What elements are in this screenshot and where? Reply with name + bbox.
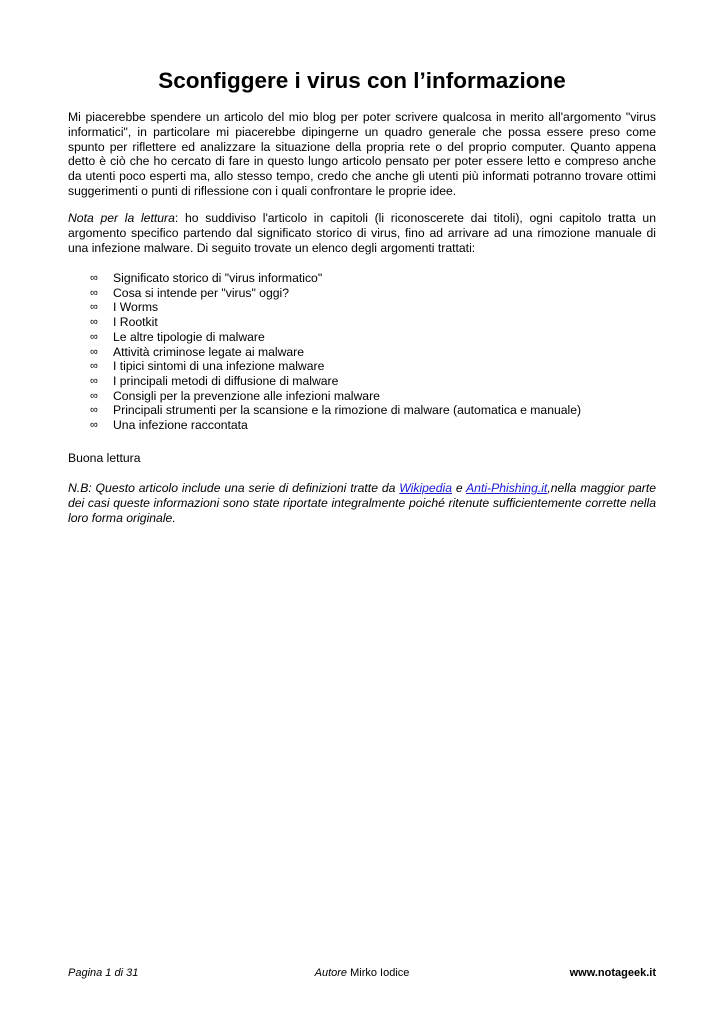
- site-url: www.notageek.it: [569, 967, 656, 979]
- intro-paragraph: Mi piacerebbe spendere un articolo del mio blog per poter scrivere qualcosa in merito all'argomento "virus informatici", in particolare mi piacerebbe dipingerne un quadro generale che possa essere preso come spunto per riflettere ed analizzare la situazione della propria rete o del proprio computer. Quanto appena detto è ciò che ho cercato di fare in questo lungo articolo pensato per poter essere letto e compreso anche da utenti poco esperti ma, allo stesso tempo, credo che anche gli utenti più informati potranno trovare ottimi suggerimenti o punti di riflessione con i quali confrontare le proprie idee.: [68, 110, 656, 198]
- topic-list-item: [90, 359, 581, 374]
- topic-label: Significato storico di "virus informatico": [113, 271, 323, 285]
- topic-list-item: [90, 389, 581, 404]
- reading-note-paragraph: [68, 211, 656, 255]
- topic-list-item: [90, 374, 581, 389]
- topic-label: Principali strumenti per la scansione e la rimozione di malware (automatica e manuale): [113, 403, 582, 418]
- author-name: Mirko Iodice: [347, 967, 410, 979]
- nb-text-end: ,nella maggior parte dei casi queste informazioni sono state riportate integralmente poiché ritenute sufficientemente corrette nella loro forma originale.: [68, 481, 656, 525]
- nb-text-start: N.B: Questo articolo include una serie di definizioni tratte da: [68, 481, 400, 495]
- greeting-text: Buona lettura: [68, 451, 141, 465]
- topic-label: Attività criminose legate ai malware: [113, 344, 305, 359]
- infinity-bullet-icon: ∞: [90, 404, 98, 417]
- author-credit: [68, 966, 656, 980]
- topics-list: [90, 271, 581, 433]
- topic-list-item: [90, 286, 581, 301]
- topic-list-item: [90, 345, 581, 360]
- infinity-bullet-icon: ∞: [90, 316, 98, 329]
- infinity-bullet-icon: ∞: [90, 301, 98, 314]
- reading-note-label: Nota per la lettura: [68, 211, 175, 225]
- nb-text-and: e: [451, 481, 467, 495]
- infinity-bullet-icon: ∞: [90, 389, 98, 402]
- topic-label: Le altre tipologie di malware: [113, 329, 265, 344]
- topic-label: I tipici sintomi di una infezione malware: [113, 359, 325, 374]
- topic-label: Una infezione raccontata: [113, 418, 248, 433]
- infinity-bullet-icon: ∞: [90, 286, 98, 299]
- topic-list-item: [90, 330, 581, 345]
- topic-list-item: [90, 315, 581, 330]
- infinity-bullet-icon: ∞: [90, 360, 98, 373]
- topic-label: Consigli per la prevenzione alle infezioni malware: [113, 388, 380, 403]
- page-number: Pagina 1 di 31: [68, 967, 139, 979]
- infinity-bullet-icon: ∞: [90, 345, 98, 358]
- wikipedia-link[interactable]: Wikipedia: [399, 481, 452, 495]
- infinity-bullet-icon: ∞: [90, 419, 98, 432]
- topic-label: I Rootkit: [113, 315, 158, 330]
- infinity-bullet-icon: ∞: [90, 330, 98, 343]
- document-title: Sconfiggere i virus con l’informazione: [158, 68, 566, 93]
- infinity-bullet-icon: ∞: [90, 374, 98, 387]
- author-label: Autore: [314, 967, 348, 979]
- document-page: [68, 0, 656, 1024]
- topic-list-item: [90, 300, 581, 315]
- reading-note-text: : ho suddiviso l'articolo in capitoli (li riconoscerete dai titoli), ogni capitolo tratta un argomento specifico partendo dal significato storico di virus, fino ad arrivare ad una rimozione manuale di una infezione malware. Di seguito trovate un elenco degli argomenti trattati:: [68, 211, 656, 255]
- nb-paragraph: [68, 481, 656, 525]
- infinity-bullet-icon: ∞: [90, 272, 98, 284]
- topic-list-item: [90, 271, 581, 286]
- topic-label: Cosa si intende per "virus" oggi?: [113, 285, 289, 300]
- topic-label: I Worms: [113, 300, 159, 315]
- topic-list-item: [90, 403, 581, 418]
- anti-phishing-link[interactable]: Anti-Phishing.it: [466, 481, 548, 495]
- topic-list-item: [90, 418, 581, 433]
- topic-label: I principali metodi di diffusione di malware: [113, 373, 339, 388]
- page-footer: [68, 966, 656, 980]
